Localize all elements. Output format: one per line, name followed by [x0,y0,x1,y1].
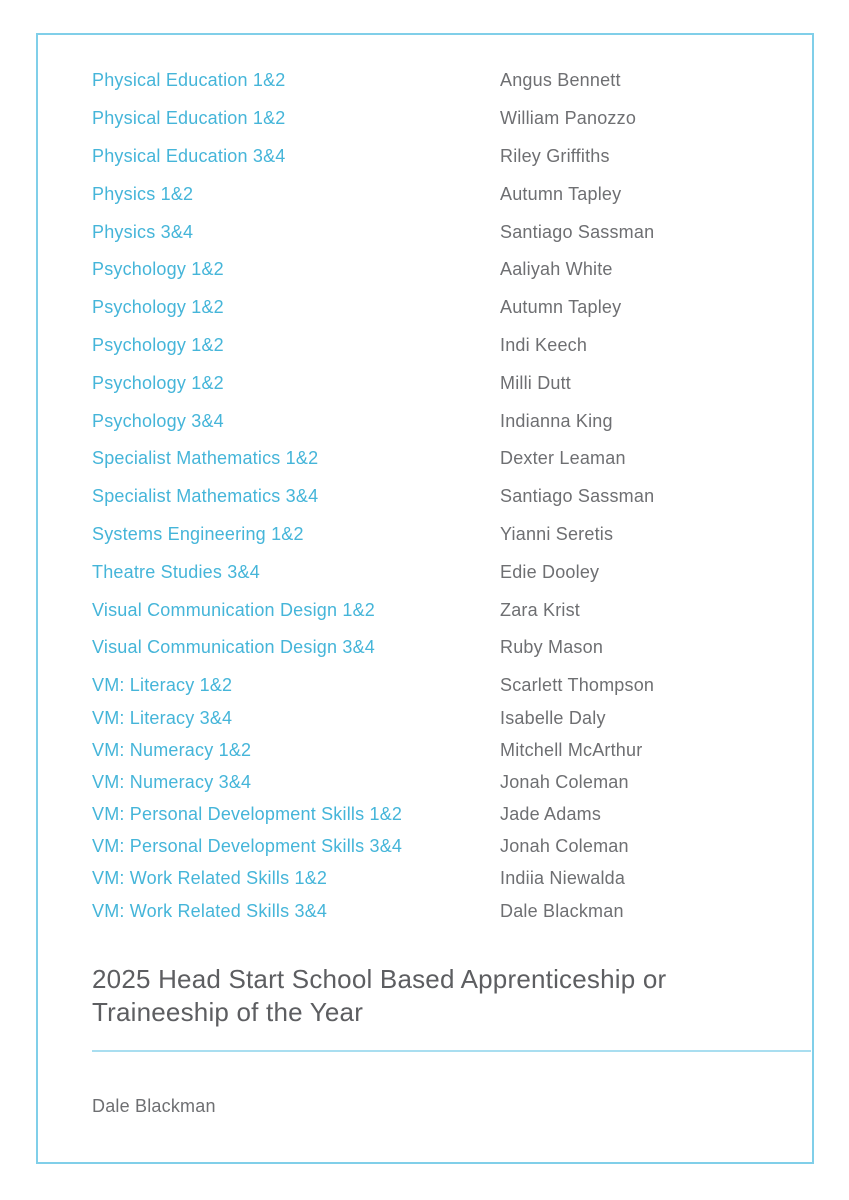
recipient-name: Mitchell McArthur [500,739,643,760]
subject-link[interactable]: Systems Engineering 1&2 [92,523,304,544]
recipient-name: Dexter Leaman [500,448,626,469]
recipient-name: Yianni Seretis [500,523,614,544]
recipient-name: Jade Adams [500,804,602,825]
subject-link[interactable]: Physical Education 1&2 [92,70,286,91]
vm-award-list [92,670,812,928]
recipient-name: Santiago Sassman [500,221,655,242]
award-row [92,895,812,927]
subject-link[interactable]: Visual Communication Design 1&2 [92,599,376,620]
subject-link[interactable]: Physics 1&2 [92,183,194,204]
recipient-name: Aaliyah White [500,259,613,280]
award-row [92,553,812,591]
subject-award-list [92,62,812,667]
recipient-name: Zara Krist [500,599,581,620]
recipient-name: Indi Keech [500,334,588,355]
award-row [92,289,812,327]
subject-link[interactable]: Specialist Mathematics 3&4 [92,486,319,507]
award-row [92,629,812,667]
recipient-name: Milli Dutt [500,372,572,393]
subject-link[interactable]: VM: Numeracy 3&4 [92,771,252,792]
subject-link[interactable]: Physical Education 1&2 [92,108,286,129]
recipient-name: Santiago Sassman [500,486,655,507]
award-row [92,62,812,100]
recipient-name: Ruby Mason [500,637,604,658]
award-row [92,591,812,629]
award-row [92,327,812,365]
subject-link[interactable]: Psychology 1&2 [92,259,224,280]
heading-divider [92,1050,811,1052]
award-row [92,516,812,554]
subject-link[interactable]: Theatre Studies 3&4 [92,561,260,582]
award-row [92,702,812,734]
recipient-name: Riley Griffiths [500,145,610,166]
subject-link[interactable]: VM: Literacy 3&4 [92,707,233,728]
award-row [92,478,812,516]
award-row [92,175,812,213]
award-row [92,799,812,831]
recipient-name: Isabelle Daly [500,707,606,728]
award-row [92,670,812,702]
subject-link[interactable]: Physics 3&4 [92,221,194,242]
recipient-name: Edie Dooley [500,561,600,582]
page-content [38,35,812,1117]
recipient-name: Indiia Niewalda [500,868,626,889]
subject-link[interactable]: VM: Literacy 1&2 [92,675,233,696]
recipient-name: William Panozzo [500,108,637,129]
subject-link[interactable]: Psychology 3&4 [92,410,224,431]
recipient-name: Indianna King [500,410,613,431]
subject-link[interactable]: VM: Work Related Skills 1&2 [92,868,328,889]
subject-link[interactable]: VM: Numeracy 1&2 [92,739,252,760]
award-row [92,734,812,766]
bordered-page [36,33,814,1164]
subject-link[interactable]: VM: Personal Development Skills 3&4 [92,836,403,857]
recipient-name: Jonah Coleman [500,836,629,857]
award-row [92,213,812,251]
subject-link[interactable]: Psychology 1&2 [92,334,224,355]
recipient-name: Dale Blackman [500,900,624,921]
award-row [92,251,812,289]
recipient-name: Angus Bennett [500,70,621,91]
award-row [92,831,812,863]
subject-link[interactable]: VM: Work Related Skills 3&4 [92,900,328,921]
subject-link[interactable]: VM: Personal Development Skills 1&2 [92,804,403,825]
sbat-heading: 2025 Head Start School Based Apprenticeship or Traineeship of the Year [92,964,667,1028]
subject-link[interactable]: Psychology 1&2 [92,372,224,393]
award-row [92,100,812,138]
award-row [92,402,812,440]
subject-link[interactable]: Physical Education 3&4 [92,145,286,166]
award-row [92,863,812,895]
award-row [92,766,812,798]
award-row [92,364,812,402]
subject-link[interactable]: Psychology 1&2 [92,297,224,318]
subject-link[interactable]: Specialist Mathematics 1&2 [92,448,319,469]
recipient-name: Scarlett Thompson [500,675,655,696]
sbat-recipient-name: Dale Blackman [92,1096,216,1117]
recipient-name: Jonah Coleman [500,771,629,792]
award-row [92,440,812,478]
subject-link[interactable]: Visual Communication Design 3&4 [92,637,376,658]
award-row [92,138,812,176]
recipient-name: Autumn Tapley [500,183,622,204]
recipient-name: Autumn Tapley [500,297,622,318]
